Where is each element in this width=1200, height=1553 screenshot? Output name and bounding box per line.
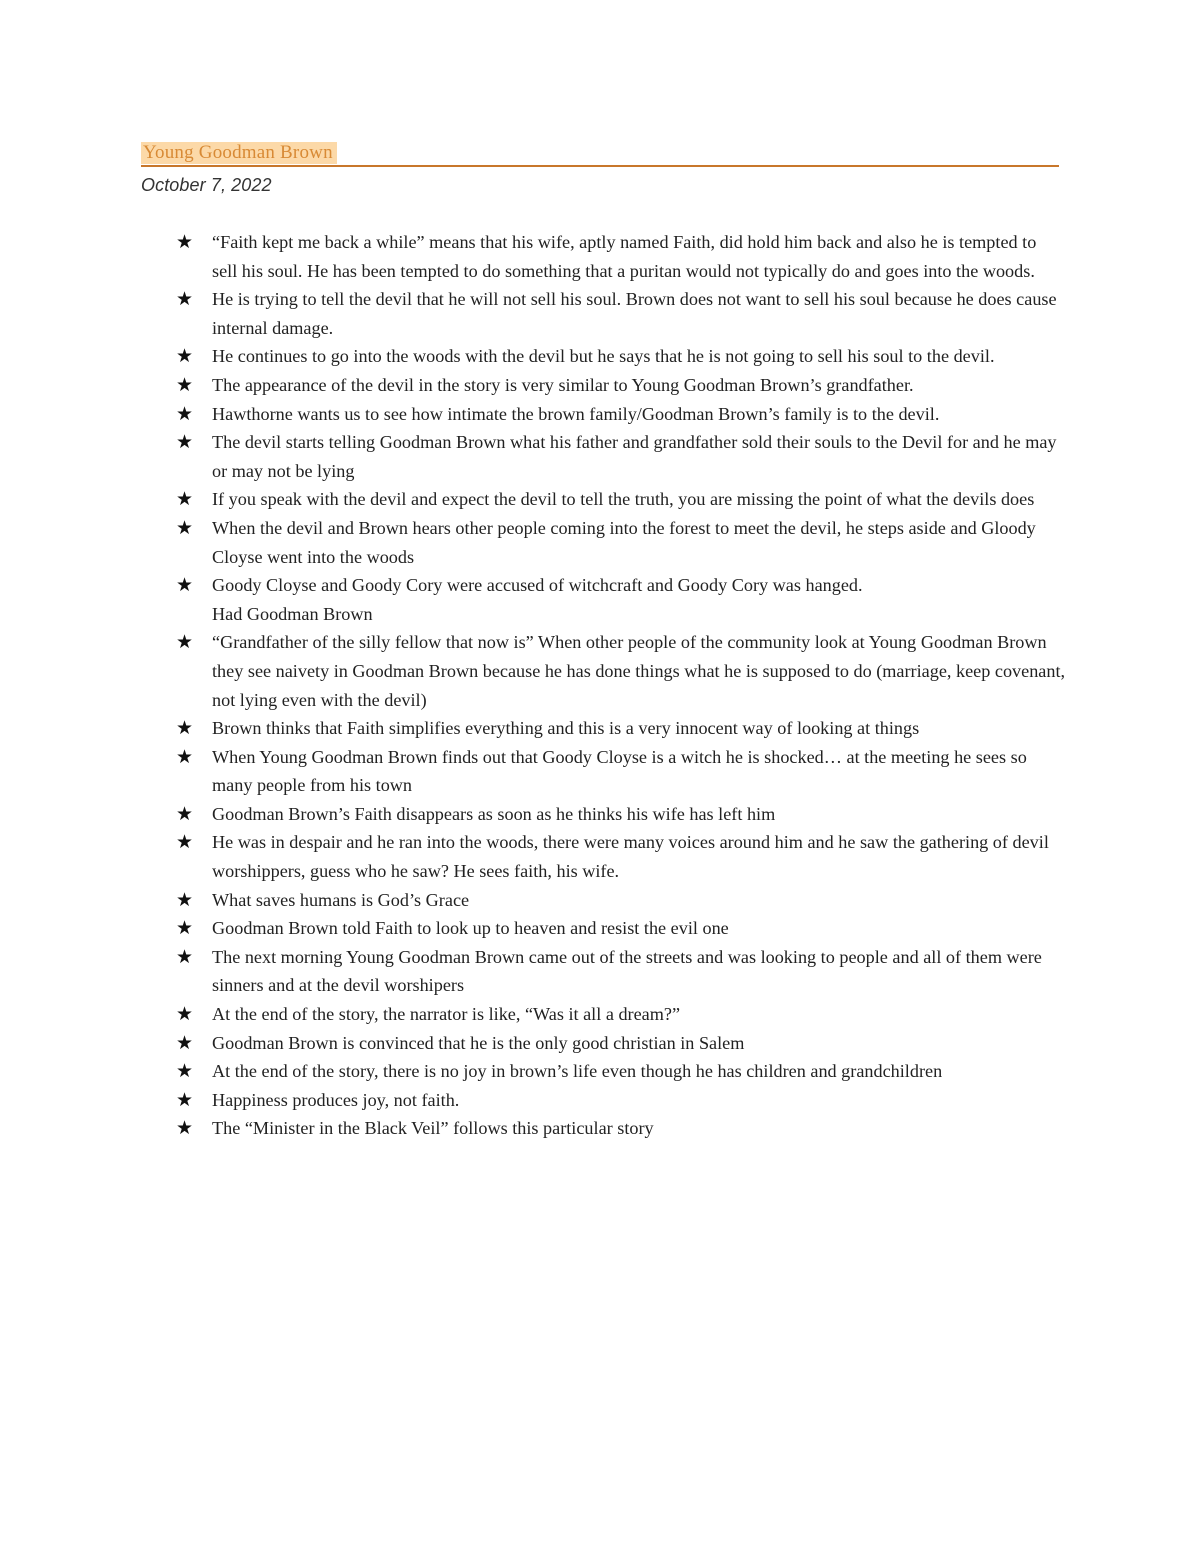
note-item <box>176 228 1066 285</box>
note-item <box>176 400 1066 429</box>
note-text: Goody Cloyse and Goody Cory were accused of witchcraft and Goody Cory was hanged. <box>212 575 863 596</box>
star-icon: ★ <box>176 231 194 253</box>
note-item <box>176 800 1066 829</box>
note-text: He was in despair and he ran into the woods, there were many voices around him and he saw the gathering of devil worshippers, guess who he saw? He sees faith, his wife. <box>212 832 1049 882</box>
note-item <box>176 943 1066 1000</box>
note-text: “Grandfather of the silly fellow that now is” When other people of the community look at Young Goodman Brown they see naivety in Goodman Brown because he has done things what he is supposed to do (marriage, keep covenant, not lying even with the devil) <box>212 632 1066 710</box>
star-icon: ★ <box>176 631 194 654</box>
star-icon: ★ <box>176 345 194 368</box>
note-item <box>176 828 1066 885</box>
note-text: Goodman Brown’s Faith disappears as soon as he thinks his wife has left him <box>212 803 776 824</box>
note-item <box>176 886 1066 915</box>
star-icon: ★ <box>176 373 194 396</box>
document-title: Young Goodman Brown <box>141 142 337 164</box>
note-item <box>176 514 1066 571</box>
note-text: Hawthorne wants us to see how intimate the brown family/Goodman Brown’s family is to the devil. <box>212 403 940 424</box>
note-item <box>176 1114 1066 1143</box>
note-text: The appearance of the devil in the story is very similar to Young Goodman Brown’s grandfather. <box>212 374 914 395</box>
star-icon: ★ <box>176 516 194 539</box>
note-text: Happiness produces joy, not faith. <box>212 1089 460 1110</box>
star-icon: ★ <box>176 945 194 968</box>
note-item <box>176 1029 1066 1058</box>
note-item <box>176 628 1066 714</box>
note-item <box>176 285 1066 342</box>
star-icon: ★ <box>176 574 194 597</box>
note-item <box>176 743 1066 800</box>
star-icon: ★ <box>176 745 194 768</box>
star-icon: ★ <box>176 488 194 511</box>
note-item <box>176 1057 1066 1086</box>
star-icon: ★ <box>176 802 194 825</box>
note-item <box>176 1000 1066 1029</box>
star-icon: ★ <box>176 1088 194 1111</box>
star-icon: ★ <box>176 288 194 311</box>
star-icon: ★ <box>176 1003 194 1026</box>
note-item <box>176 371 1066 400</box>
note-item <box>176 571 1066 628</box>
note-text: Goodman Brown is convinced that he is the only good christian in Salem <box>212 1032 745 1053</box>
note-text: The next morning Young Goodman Brown came out of the streets and was looking to people and all of them were sinners and at the devil worshipers <box>212 946 1042 996</box>
star-icon: ★ <box>176 831 194 854</box>
note-text: “Faith kept me back a while” means that his wife, aptly named Faith, did hold him back and also he is tempted to sell his soul. He has been tempted to do something that a puritan would not typically do and goes into the woods. <box>212 232 1037 281</box>
note-text: The devil starts telling Goodman Brown what his father and grandfather sold their souls to the Devil for and he may or may not be lying <box>212 432 1057 481</box>
title-row <box>141 142 1059 167</box>
note-text: At the end of the story, the narrator is like, “Was it all a dream?” <box>212 1004 681 1025</box>
note-item <box>176 342 1066 371</box>
note-item <box>176 714 1066 743</box>
star-icon: ★ <box>176 431 194 454</box>
star-icon: ★ <box>176 917 194 940</box>
note-item <box>176 1086 1066 1115</box>
note-item <box>176 914 1066 943</box>
document-header <box>141 142 1059 196</box>
notes-list <box>176 228 1066 1143</box>
star-icon: ★ <box>176 1060 194 1083</box>
document-date: October 7, 2022 <box>141 175 272 195</box>
note-text: The “Minister in the Black Veil” follows this particular story <box>212 1118 654 1139</box>
note-text: Goodman Brown told Faith to look up to heaven and resist the evil one <box>212 918 729 939</box>
star-icon: ★ <box>176 1031 194 1054</box>
note-text: Brown thinks that Faith simplifies everything and this is a very innocent way of looking at things <box>212 718 920 739</box>
note-item <box>176 428 1066 485</box>
note-text: When Young Goodman Brown finds out that Goody Cloyse is a witch he is shocked… at the meeting he sees so many people from his town <box>212 746 1027 796</box>
note-text: When the devil and Brown hears other people coming into the forest to meet the devil, he steps aside and Gloody Cloyse went into the woods <box>212 517 1036 567</box>
note-text: If you speak with the devil and expect the devil to tell the truth, you are missing the point of what the devils does <box>212 489 1035 510</box>
star-icon: ★ <box>176 888 194 911</box>
note-continuation-text: Had Goodman Brown <box>212 603 373 624</box>
star-icon: ★ <box>176 1117 194 1140</box>
note-item <box>176 485 1066 514</box>
note-text: At the end of the story, there is no joy in brown’s life even though he has children and grandchildren <box>212 1061 943 1082</box>
note-text: What saves humans is God’s Grace <box>212 889 470 910</box>
note-text: He is trying to tell the devil that he will not sell his soul. Brown does not want to sell his soul because he does cause internal damage. <box>212 289 1057 338</box>
star-icon: ★ <box>176 402 194 425</box>
star-icon: ★ <box>176 717 194 740</box>
note-text: He continues to go into the woods with the devil but he says that he is not going to sell his soul to the devil. <box>212 346 995 367</box>
